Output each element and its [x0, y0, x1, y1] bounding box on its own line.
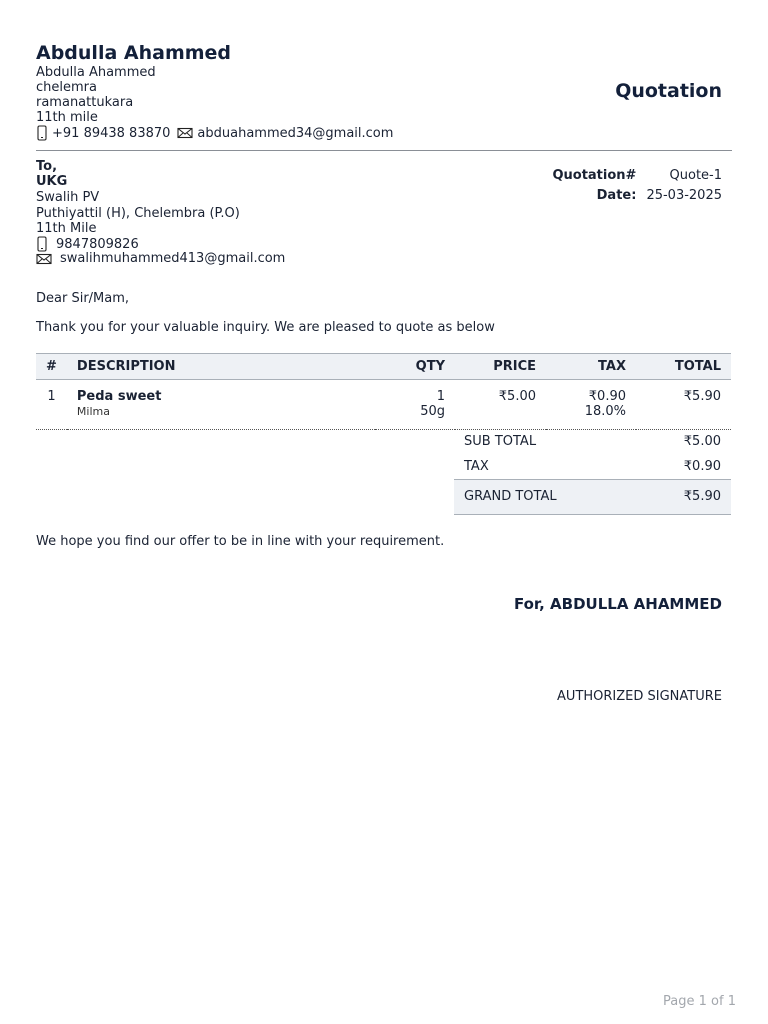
row-total: ₹5.90 — [636, 380, 731, 430]
company-address-line: chelemra — [36, 80, 97, 95]
col-header-description: DESCRIPTION — [67, 354, 375, 380]
recipient-phone: 9847809826 — [56, 236, 139, 252]
table-row — [36, 380, 731, 430]
totals-block — [454, 429, 731, 515]
recipient-phone-row — [36, 236, 139, 252]
grand-total-value: ₹5.90 — [683, 489, 721, 504]
col-header-price: PRICE — [455, 354, 546, 380]
recipient-address-line: 11th Mile — [36, 221, 97, 236]
mobile-phone-icon — [36, 125, 48, 141]
col-header-num: # — [36, 354, 67, 380]
item-tax-amount: ₹0.90 — [588, 389, 626, 404]
company-address-line: Abdulla Ahammed — [36, 65, 156, 80]
envelope-icon — [177, 127, 193, 139]
item-qty: 1 — [436, 389, 445, 404]
items-table — [36, 353, 731, 430]
company-name: Abdulla Ahammed — [36, 42, 232, 64]
quotation-meta — [552, 168, 722, 203]
recipient-email-row — [36, 251, 285, 266]
grand-total-row — [454, 479, 731, 515]
col-header-total: TOTAL — [636, 354, 731, 380]
tax-row — [454, 454, 731, 479]
item-brand: Milma — [76, 405, 110, 418]
item-tax-rate: 18.0% — [584, 404, 626, 419]
recipient-name: UKG — [36, 174, 68, 189]
row-num: 1 — [36, 380, 67, 430]
table-header-row — [36, 354, 731, 380]
col-header-tax: TAX — [546, 354, 636, 380]
recipient-address-line: Puthiyattil (H), Chelembra (P.O) — [36, 206, 240, 221]
quotation-date: 25-03-2025 — [646, 188, 722, 203]
company-address-line: 11th mile — [36, 110, 98, 125]
envelope-icon — [36, 253, 52, 265]
quotation-number-label: Quotation# — [552, 168, 637, 183]
subtotal-row — [454, 429, 731, 454]
company-address-line: ramanattukara — [36, 95, 134, 110]
greeting: Dear Sir/Mam, — [36, 291, 130, 306]
recipient-address-line: Swalih PV — [36, 190, 100, 205]
company-contact — [36, 125, 393, 141]
grand-total-label: GRAND TOTAL — [464, 489, 557, 504]
subtotal-value: ₹5.00 — [683, 434, 721, 449]
mobile-phone-icon — [36, 236, 48, 252]
row-description — [67, 380, 375, 430]
intro-text: Thank you for your valuable inquiry. We are pleased to quote as below — [36, 320, 495, 335]
item-unit: 50g — [420, 404, 445, 419]
row-price: ₹5.00 — [455, 380, 546, 430]
company-phone: +91 89438 83870 — [52, 125, 171, 141]
header-divider — [36, 150, 732, 151]
tax-label: TAX — [464, 459, 489, 474]
for-company: For, ABDULLA AHAMMED — [513, 595, 722, 613]
authorized-signature-label: AUTHORIZED SIGNATURE — [557, 689, 722, 704]
recipient-email: swalihmuhammed413@gmail.com — [60, 251, 286, 266]
row-tax — [546, 380, 636, 430]
document-title: Quotation — [615, 80, 722, 102]
col-header-qty: QTY — [375, 354, 455, 380]
item-name: Peda sweet — [76, 389, 162, 404]
subtotal-label: SUB TOTAL — [464, 434, 537, 449]
page-number: Page 1 of 1 — [663, 994, 736, 1009]
quotation-number: Quote-1 — [669, 168, 722, 183]
date-label: Date: — [596, 188, 637, 203]
tax-value: ₹0.90 — [683, 459, 721, 474]
closing-text: We hope you find our offer to be in line with your requirement. — [36, 534, 445, 549]
to-label: To, — [36, 159, 58, 174]
company-email: abduahammed34@gmail.com — [197, 125, 394, 141]
row-qty — [375, 380, 455, 430]
